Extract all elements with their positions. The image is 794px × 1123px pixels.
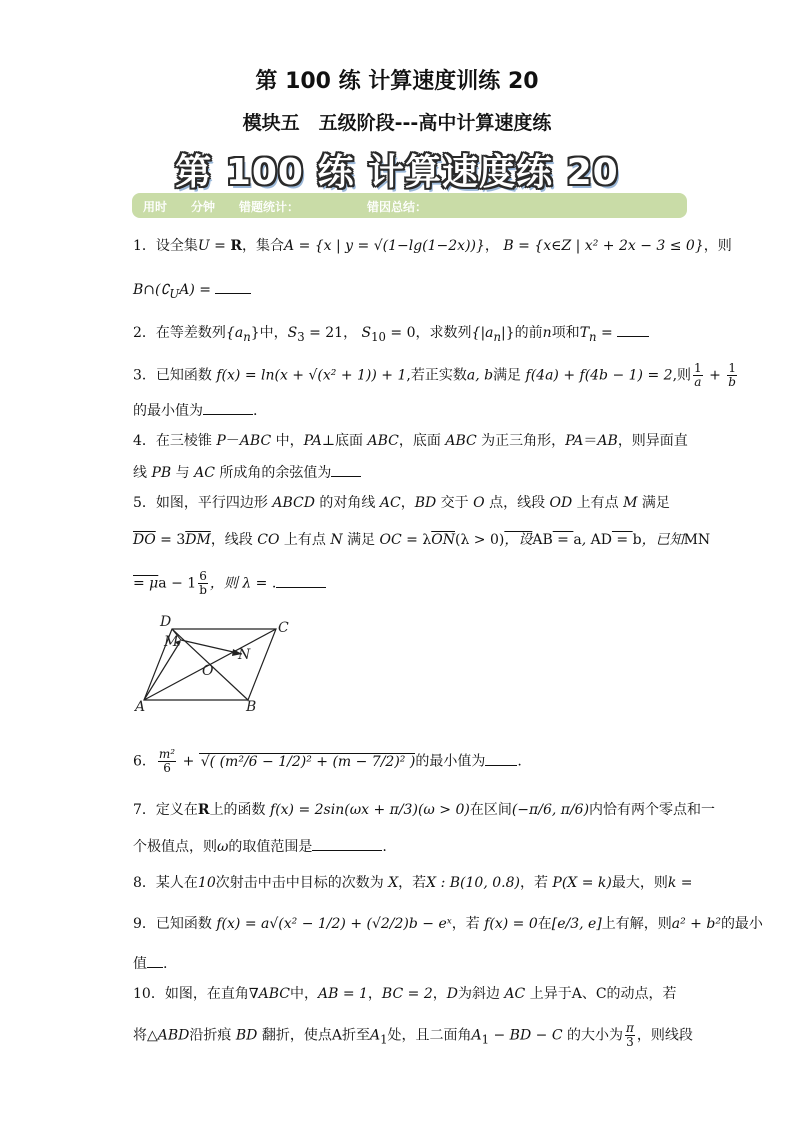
answer-blank [312,836,382,851]
question-10-line-2: 将△ABD沿折痕 BD 翻折，使点A折至$A_1$处，且二面角$A_1$ − BD − C 的大小为 $\frac{\pi}{3}$ ，则线段 [133,1021,693,1049]
question-3-line-2: 的最小值为 . [133,400,257,421]
label-b: B [246,699,257,712]
question-4: 4．在三棱锥 P－ABC 中，PA⊥底面 ABC，底面 ABC 为正三角形，PA＝AB，则异面直 [133,433,688,449]
error-stat-label: 错题统计： [239,200,300,214]
page-subtitle: 模块五 五级阶段---高中计算速度练 [242,112,552,134]
question-10: 10．如图，在直角∇ABC中，AB = 1，BC = 2，D为斜边 AC 上异于A、C的动点，若 [133,986,677,1002]
label-d: D [160,614,172,630]
question-9-line-2: 值 . [133,953,167,974]
question-9: 9．已知函数 f(x) = a√(x² − 1/2) + (√2/2)b − eˣ，若 f(x) = 0在[e/3, e]上有解，则a² + b²的最小 [133,916,763,932]
answer-blank [617,322,649,337]
banner-title: 第 100 练 计算速度练 20 [175,152,619,193]
question-3: 3．已知函数 f(x) = ln(x + √(x² + 1)) + 1,若正实数a, b满足 f(4a) + f(4b − 1) = 2,则 $\frac{1}{a}$ + $\frac{1}{b}$ [133,361,736,389]
question-5: 5．如图，平行四边形 ABCD 的对角线 AC，BD 交于 O 点，线段 OD 上有点 M 满足 [133,495,670,511]
answer-blank [276,573,326,588]
label-c: C [278,620,289,636]
answer-blank [485,751,517,766]
parallelogram-figure [130,612,300,712]
label-a: A [135,699,146,712]
answer-blank [331,462,361,477]
label-n: N [238,647,251,663]
answer-blank [203,400,253,415]
question-5-line-3: = μa − 1 $\frac{6}{b}$ ，则 λ = . [133,570,326,597]
label-o: O [202,663,214,679]
question-8: 8．某人在10次射击中击中目标的次数为 X，若X : B(10, 0.8)，若 P(X = k)最大，则k = [133,875,693,891]
answer-blank [147,953,163,968]
segment-am [144,642,180,700]
question-2: 2．在等差数列$\{a_n\}$中，$S_3 = 21$， $S_{10} = 0$，求数列$\{|a_n|\}$的前n项和$T_n$ = [133,322,649,347]
time-label: 用时 [143,200,168,214]
question-1-line-2: $B\cap(∁_UA)$ = [133,279,251,304]
page-title: 第 100 练 计算速度训练 20 [255,69,539,94]
stat-bar [132,193,687,218]
error-reason-label: 错因总结： [367,200,428,214]
label-m: M [164,634,179,650]
question-7: 7．定义在R上的函数 f(x) = 2sin(ωx + π/3)(ω > 0)在区间(−π/6, π/6)内恰有两个零点和一 [133,802,716,818]
question-4-line-2: 线 PB 与 AC 所成角的余弦值为 [133,462,361,483]
question-5-line-2: $\overline{DO} = 3\overline{DM}$，线段 CO 上有点 N 满足 OC = $\lambda\overline{ON}(\lambda > 0)$，设AB = a, AD = b，已知MN [133,532,711,548]
question-7-line-2: 个极值点，则ω的取值范围是 . [133,836,387,857]
answer-blank [215,279,251,294]
question-1: 1．设全集U = R，集合A = {x | y = √(1−lg(1−2x))}， B = {x∈Z | x² + 2x − 3 ≤ 0}，则 [133,238,732,254]
question-6: 6． $\frac{\text{m²}}{6}$ + √( (m²/6 − 1/2)² + (m − 7/2)² )的最小值为 . [133,747,522,775]
minute-label: 分钟 [191,200,216,214]
